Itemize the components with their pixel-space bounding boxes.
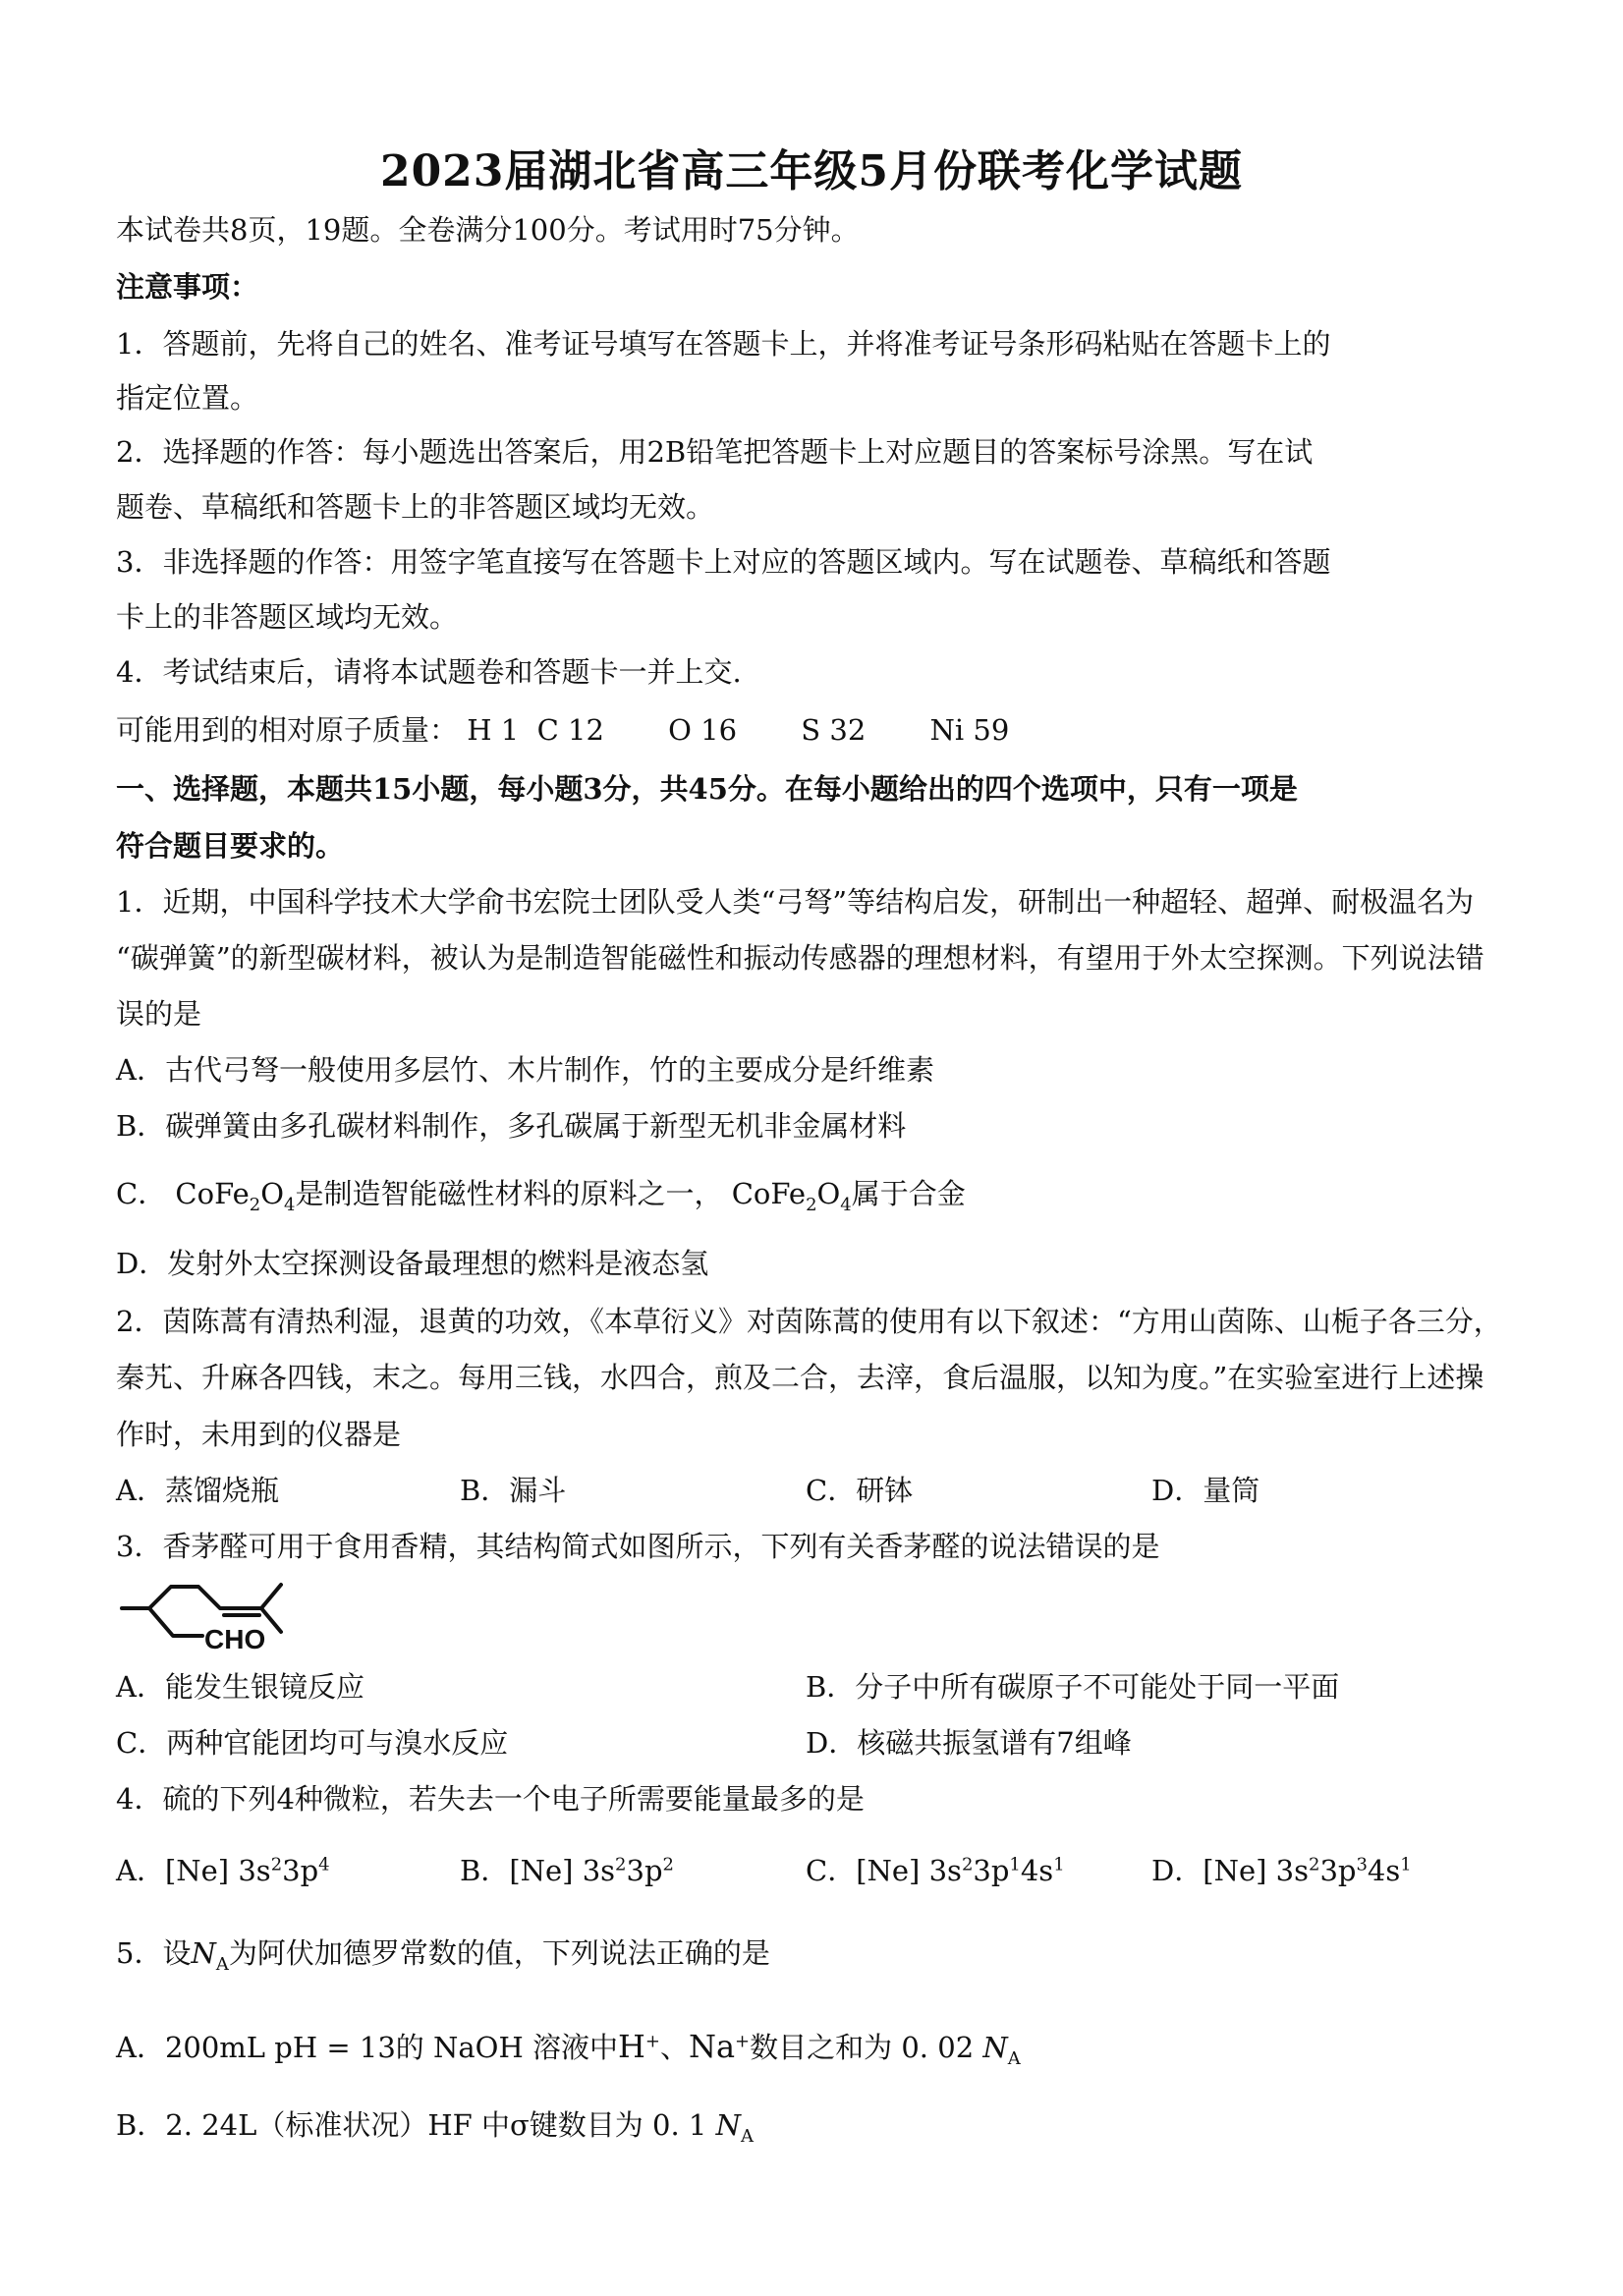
q4-a-label: A．: [116, 1854, 165, 1887]
q2-option-a: A．蒸馏烧瓶: [116, 1474, 279, 1507]
q2-option-c: C．研钵: [806, 1474, 914, 1507]
q4-stem: 4．硫的下列4种微粒，若失去一个电子所需要能量最多的是: [116, 1782, 865, 1816]
q4-b-label: B．: [460, 1854, 510, 1887]
q1-option-c: [116, 1174, 966, 1213]
sup: 2: [1309, 1854, 1320, 1876]
formula-cofe2o4: [175, 1177, 296, 1215]
ne-core: [Ne]: [856, 1854, 921, 1887]
q4-option-b: [460, 1851, 674, 1890]
sup: 1: [1053, 1854, 1065, 1876]
sub: A: [215, 1953, 229, 1975]
formula-part: CoFe: [731, 1177, 807, 1210]
q2-stem-1: 2．茵陈蒿有清热利湿，退黄的功效，《本草衍义》对茵陈蒿的使用有以下叙述：“方用山茵陈、山栀子各三分，: [116, 1305, 1502, 1338]
q5-a-mid: 的 NaOH 溶液中: [395, 2031, 618, 2064]
ph-value: pH = 13: [274, 2031, 396, 2064]
atomic-mass-ni: Ni 59: [929, 713, 1010, 747]
q4-option-d: [1151, 1851, 1412, 1890]
q3-option-a: A．能发生银镜反应: [116, 1670, 364, 1704]
q1-option-c-label: C．: [116, 1177, 167, 1210]
sup: 4: [318, 1854, 330, 1876]
note-2: 2．选择题的作答：每小题选出答案后，用2B铅笔把答题卡上对应题目的答案标号涂黑。写在试: [116, 435, 1314, 469]
formula-part: O: [260, 1177, 285, 1210]
note-3-cont: 卡上的非答题区域均无效。: [116, 600, 459, 634]
separator: 、: [659, 2031, 689, 2064]
formula-sub: 4: [284, 1194, 296, 1215]
q5-a-post: 数目之和为 0. 02: [750, 2031, 975, 2064]
q4-option-c: [806, 1851, 1065, 1890]
ne-core: [Ne]: [509, 1854, 574, 1887]
q4-option-a: [116, 1851, 330, 1890]
sup: 1: [1009, 1854, 1021, 1876]
avogadro-symbol: N: [191, 1936, 216, 1970]
citronellal-structure: [116, 1575, 293, 1653]
ion-na: Na: [688, 2028, 736, 2065]
ne-core: [Ne]: [1203, 1854, 1267, 1887]
avogadro-symbol: N: [715, 2108, 741, 2142]
atomic-mass-s: S 32: [801, 713, 867, 747]
sup: 1: [1400, 1854, 1412, 1876]
formula-part: CoFe: [175, 1177, 250, 1210]
section-heading-cont: 符合题目要求的。: [116, 829, 345, 863]
q2-stem-3: 作时，未用到的仪器是: [116, 1418, 402, 1451]
q1-option-c-tail: 属于合金: [851, 1177, 966, 1210]
orbital-3s: 3s: [582, 1854, 616, 1887]
intro-text: 本试卷共8页，19题。全卷满分100分。考试用时75分钟。: [116, 213, 860, 247]
q3-option-d: D．核磁共振氢谱有7组峰: [806, 1726, 1132, 1760]
atomic-mass-line: [116, 710, 1009, 750]
q2-option-b: B．漏斗: [460, 1474, 567, 1507]
ion-h: H: [617, 2028, 645, 2065]
note-2-cont: 题卷、草稿纸和答题卡上的非答题区域均无效。: [116, 490, 715, 524]
sup: +: [735, 2031, 751, 2052]
orbital-4s: 4s: [1367, 1854, 1401, 1887]
sup: +: [644, 2031, 660, 2052]
q3-option-b: B．分子中所有碳原子不可能处于同一平面: [806, 1670, 1340, 1704]
orbital-4s: 4s: [1020, 1854, 1054, 1887]
q3-stem: 3．香茅醛可用于食用香精，其结构简式如图所示，下列有关香茅醛的说法错误的是: [116, 1530, 1160, 1563]
q1-option-a: A．古代弓弩一般使用多层竹、木片制作，竹的主要成分是纤维素: [116, 1053, 934, 1087]
notes-heading: 注意事项：: [116, 270, 259, 304]
formula-sub: 2: [806, 1194, 817, 1215]
sub: A: [740, 2125, 754, 2147]
sub: A: [1007, 2047, 1021, 2069]
orbital-3p: 3p: [973, 1854, 1010, 1887]
q1-stem-1: 1．近期，中国科学技术大学俞书宏院士团队受人类“弓弩”等结构启发，研制出一种超轻、超弹、耐极温名为: [116, 885, 1475, 919]
q4-c-label: C．: [806, 1854, 857, 1887]
orbital-3s: 3s: [928, 1854, 962, 1887]
note-3: 3．非选择题的作答：用签字笔直接写在答题卡上对应的答题区域内。写在试题卷、草稿纸和答题: [116, 545, 1331, 579]
formula-sub: 4: [840, 1194, 852, 1215]
sup: 2: [961, 1854, 974, 1876]
page-title: 2023届湖北省高三年级5月份联考化学试题: [379, 146, 1244, 196]
atomic-mass-h: H 1: [467, 713, 520, 747]
orbital-3p: 3p: [282, 1854, 319, 1887]
sup: 2: [270, 1854, 283, 1876]
q4-d-label: D．: [1151, 1854, 1203, 1887]
avogadro-symbol: N: [982, 2031, 1008, 2064]
q5-option-b: [116, 2105, 754, 2145]
q1-option-d: D．发射外太空探测设备最理想的燃料是液态氢: [116, 1247, 709, 1280]
q2-stem-2: 秦艽、升麻各四钱，末之。每用三钱，水四合，煎及二合，去滓，食后温服，以知为度。”在实验室进行上述操: [116, 1361, 1484, 1394]
q5-stem-post: 为阿伏加德罗常数的值，下列说法正确的是: [228, 1936, 770, 1970]
atomic-mass-c: C 12: [536, 713, 604, 747]
note-1: 1．答题前，先将自己的姓名、准考证号填写在答题卡上，并将准考证号条形码粘贴在答题卡上的: [116, 327, 1331, 361]
formula-part: O: [816, 1177, 841, 1210]
atomic-mass-label: 可能用到的相对原子质量：: [116, 713, 459, 747]
q1-stem-2: “碳弹簧”的新型碳材料，被认为是制造智能磁性和振动传感器的理想材料，有望用于外太空探测。下列说法错: [116, 941, 1484, 975]
q1-stem-3: 误的是: [116, 997, 202, 1031]
sup: 3: [1356, 1854, 1368, 1876]
orbital-3p: 3p: [1319, 1854, 1357, 1887]
sup: 2: [615, 1854, 627, 1876]
note-1-cont: 指定位置。: [116, 381, 259, 415]
formula-cofe2o4: [731, 1177, 852, 1215]
q5-a-pre: A．200mL: [116, 2031, 266, 2064]
orbital-3p: 3p: [626, 1854, 663, 1887]
orbital-3s: 3s: [1275, 1854, 1309, 1887]
ne-core: [Ne]: [164, 1854, 230, 1887]
q5-stem-pre: 5．设: [116, 1936, 192, 1970]
q3-option-c: C．两种官能团均可与溴水反应: [116, 1726, 509, 1760]
formula-sub: 2: [249, 1194, 261, 1215]
q5-option-a: [116, 2027, 1021, 2067]
atomic-mass-o: O 16: [668, 713, 738, 747]
q1-option-b: B．碳弹簧由多孔碳材料制作，多孔碳属于新型无机非金属材料: [116, 1109, 907, 1143]
q1-option-c-text: 是制造智能磁性材料的原料之一，: [295, 1177, 723, 1210]
q2-option-d: D．量筒: [1151, 1474, 1260, 1507]
orbital-3s: 3s: [238, 1854, 271, 1887]
sup: 2: [662, 1854, 674, 1876]
q5-stem: [116, 1933, 770, 1973]
q5-b-text: B．2. 24L（标准状况）HF 中σ键数目为 0. 1: [116, 2108, 707, 2142]
section-heading: 一、选择题，本题共15小题，每小题3分，共45分。在每小题给出的四个选项中，只有一项是: [116, 772, 1298, 806]
note-4: 4．考试结束后，请将本试题卷和答题卡一并上交.: [116, 655, 742, 689]
mol-cho-label: CHO: [204, 1624, 266, 1653]
